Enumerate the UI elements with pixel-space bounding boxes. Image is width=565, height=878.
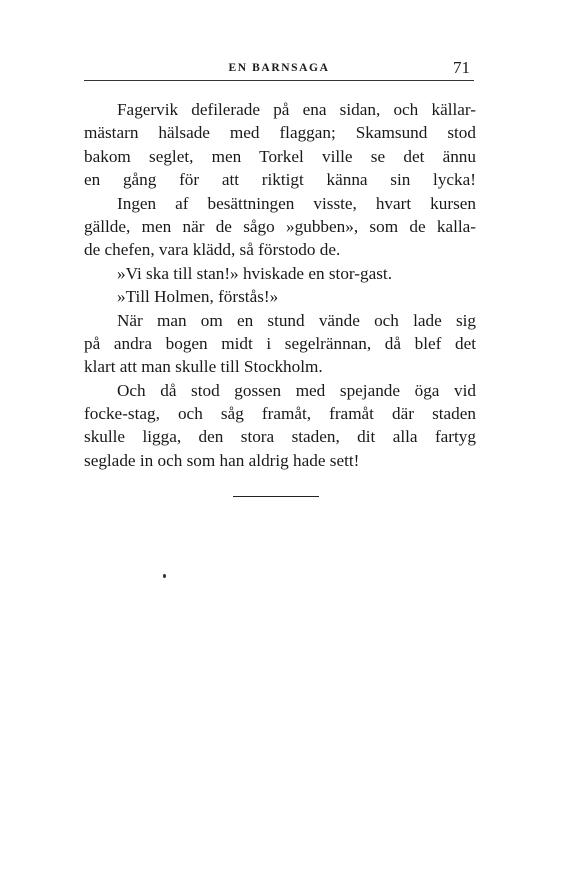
- text-line: När man om en stund vände och lade sig: [117, 310, 476, 330]
- text-line: seglade in och som han aldrig hade sett!: [84, 450, 360, 470]
- running-title: EN BARNSAGA: [228, 62, 330, 74]
- text-line: »Vi ska till stan!» hviskade en stor-gast.: [117, 263, 393, 283]
- text-line: Och då stod gossen med spejande öga vid: [117, 380, 476, 400]
- text-line: de chefen, vara klädd, så förstodo de.: [84, 240, 341, 260]
- text-line: Ingen af besättningen visste, hvart kursen: [117, 193, 476, 213]
- text-line: bakom seglet, men Torkel ville se det ännu: [84, 146, 476, 166]
- text-line: skulle ligga, den stora staden, dit alla fartyg: [84, 427, 476, 447]
- text-line: gällde, men när de sågo »gubben», som de kalla-: [84, 216, 476, 236]
- text-line: på andra bogen midt i segelrännan, då blef det: [84, 333, 476, 353]
- text-line: focke-stag, och såg framåt, framåt där staden: [84, 404, 476, 424]
- text-line: klart att man skulle till Stockholm.: [84, 357, 323, 377]
- text-line: mästarn hälsade med flaggan; Skamsund stod: [84, 123, 476, 143]
- text-line: »Till Holmen, förstås!»: [117, 287, 279, 307]
- paper-speck: [163, 574, 166, 578]
- body-text: [84, 98, 476, 472]
- header-rule: [84, 80, 474, 81]
- section-end-rule: [233, 496, 319, 497]
- page-number: 71: [453, 58, 470, 77]
- text-line: en gång för att riktigt känna sin lycka!: [84, 170, 476, 190]
- text-line: Fagervik defilerade på ena sidan, och källar-: [117, 100, 476, 119]
- page-header: [84, 56, 474, 80]
